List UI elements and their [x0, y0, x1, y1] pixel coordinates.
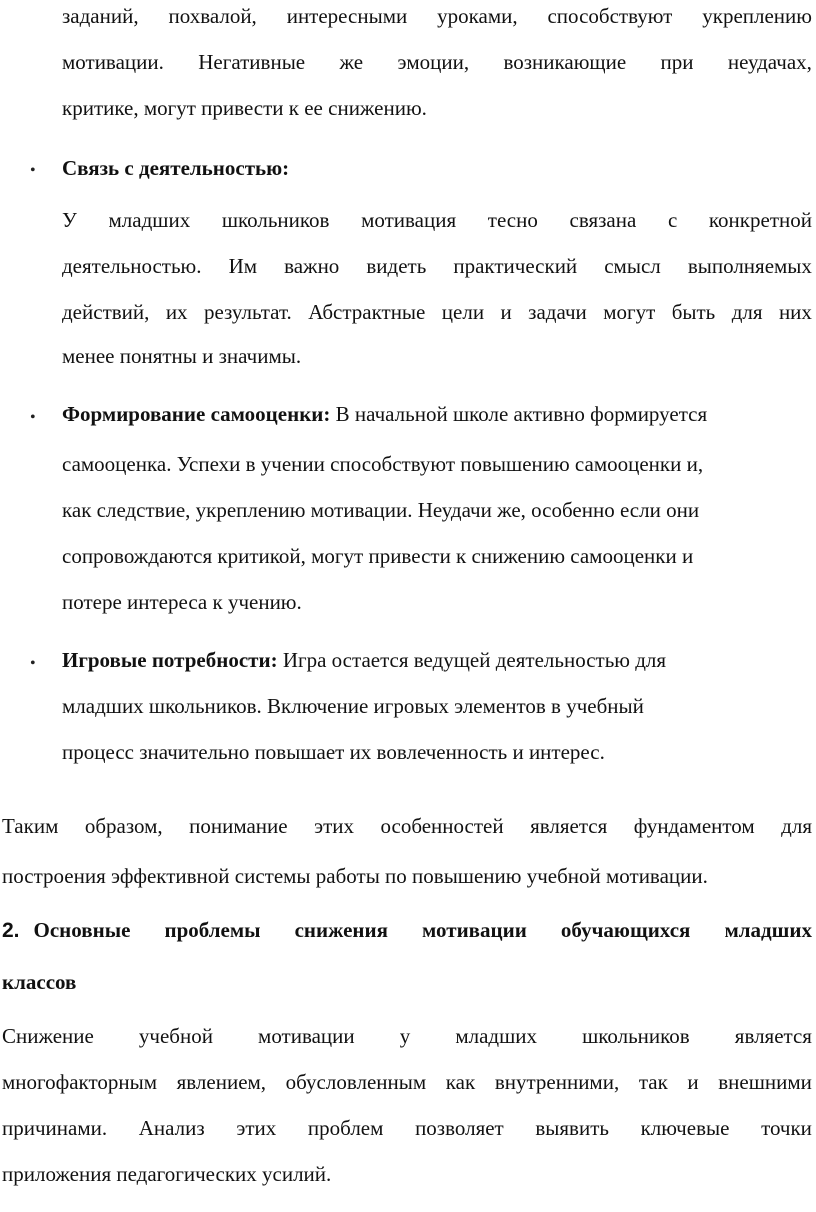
word: эмоции,: [397, 50, 470, 74]
word: возникающие: [503, 50, 627, 74]
word: Анализ: [138, 1116, 205, 1140]
word: младших: [724, 918, 812, 942]
word: способствуют: [547, 4, 673, 28]
word: фундаментом: [633, 814, 755, 838]
word: связана: [569, 208, 637, 232]
word: Снижение: [2, 1024, 94, 1048]
conclusion-line-1: [2, 816, 812, 837]
word: выполняемых: [687, 254, 812, 278]
bullet-title-text: Формирование самооценки:: [62, 402, 331, 426]
bullet-2-line-5: потере интереса к учению.: [62, 590, 302, 614]
word: как: [445, 1070, 476, 1094]
bullet-first-line-text: Игра остается ведущей деятельностью для: [277, 648, 667, 672]
word: для: [781, 814, 812, 838]
word: точки: [761, 1116, 812, 1140]
bullet-1-line-2: [62, 256, 812, 277]
word: учебной: [138, 1024, 213, 1048]
word: важно: [284, 254, 340, 278]
word: Им: [228, 254, 258, 278]
section2-line-4: приложения педагогических усилий.: [2, 1162, 332, 1186]
word: причинами.: [2, 1116, 108, 1140]
word: младших: [108, 208, 191, 232]
word: проблем: [307, 1116, 384, 1140]
word: и: [500, 300, 512, 324]
word: этих: [314, 814, 355, 838]
word: особенностей: [380, 814, 504, 838]
word: могут: [603, 300, 656, 324]
word: действий,: [62, 300, 150, 324]
word: деятельностью.: [62, 254, 202, 278]
word: с: [667, 208, 678, 232]
word: смысл: [604, 254, 661, 278]
section-heading-line-2: классов: [2, 970, 77, 994]
bullet-title-activity: [62, 158, 289, 179]
word: Абстрактные: [308, 300, 426, 324]
word: цели: [441, 300, 485, 324]
word: мотивации.: [62, 50, 164, 74]
bullet-1-line-1: [62, 210, 812, 231]
word: при: [660, 50, 694, 74]
word: результат.: [203, 300, 292, 324]
word: является: [734, 1024, 812, 1048]
word: внутренними,: [494, 1070, 620, 1094]
bullet-title-text: Связь с деятельностью:: [62, 156, 290, 180]
word: и: [687, 1070, 699, 1094]
word: тесно: [487, 208, 538, 232]
word: снижения: [294, 918, 388, 942]
word: так: [638, 1070, 668, 1094]
continuation-line-3: критике, могут привести к ее снижению.: [62, 96, 427, 120]
word: мотивации: [258, 1024, 355, 1048]
section-number: 2.: [2, 919, 20, 942]
word: же: [339, 50, 364, 74]
word: конкретной: [708, 208, 812, 232]
word: понимание: [189, 814, 288, 838]
word: неудачах,: [727, 50, 812, 74]
conclusion-line-2: построения эффективной системы работы по повышению учебной мотивации.: [2, 864, 708, 888]
word: школьников: [221, 208, 330, 232]
word: Основные: [33, 918, 131, 942]
bullet-title-text: Игровые потребности:: [62, 648, 278, 672]
word: ключевые: [640, 1116, 730, 1140]
bullet-first-line-text: В начальной школе активно формируется: [330, 402, 708, 426]
word: укреплению: [702, 4, 812, 28]
word: практический: [453, 254, 578, 278]
bullet-3-line-3: процесс значительно повышает их вовлеченность и интерес.: [62, 740, 605, 764]
bullet-1-line-3: [62, 302, 812, 323]
word: этих: [236, 1116, 277, 1140]
word: их: [165, 300, 188, 324]
word: для: [731, 300, 763, 324]
section2-line-1: [2, 1026, 812, 1047]
word: интересными: [286, 4, 408, 28]
bullet-3-line-2: младших школьников. Включение игровых элементов в учебный: [62, 694, 644, 718]
word: является: [530, 814, 608, 838]
word: обусловленным: [285, 1070, 427, 1094]
bullet-3-first-line: [62, 650, 666, 671]
word: быть: [671, 300, 716, 324]
word: у: [399, 1024, 411, 1048]
word: школьников: [582, 1024, 690, 1048]
section2-line-2: [2, 1072, 812, 1093]
word: видеть: [366, 254, 427, 278]
word: Таким: [2, 814, 59, 838]
section-title-words: [34, 920, 812, 941]
word: них: [778, 300, 812, 324]
continuation-line-2: [62, 52, 812, 73]
word: похвалой,: [168, 4, 257, 28]
section2-line-3: [2, 1118, 812, 1139]
bullet-2-line-2: самооценка. Успехи в учении способствуют повышению самооценки и,: [62, 452, 704, 476]
word: младших: [455, 1024, 537, 1048]
bullet-2-first-line: [62, 404, 707, 425]
bullet-2-line-3: как следствие, укреплению мотивации. Неудачи же, особенно если они: [62, 498, 700, 522]
word: задачи: [528, 300, 587, 324]
word: обучающихся: [560, 918, 691, 942]
section-heading-line-1: [2, 920, 812, 941]
word: уроками,: [437, 4, 518, 28]
continuation-line-1: [62, 6, 812, 27]
bullet-1-line-4: менее понятны и значимы.: [62, 344, 302, 368]
word: позволяет: [415, 1116, 504, 1140]
word: внешними: [718, 1070, 812, 1094]
word: Негативные: [198, 50, 306, 74]
word: У: [62, 208, 77, 232]
word: образом,: [84, 814, 163, 838]
word: мотивация: [361, 208, 457, 232]
bullet-marker: •: [30, 655, 36, 672]
word: проблемы: [164, 918, 261, 942]
bullet-2-line-4: сопровождаются критикой, могут привести к снижению самооценки и: [62, 544, 694, 568]
word: мотивации: [422, 918, 527, 942]
word: многофакторным: [2, 1070, 158, 1094]
word: явлением,: [176, 1070, 267, 1094]
bullet-marker: •: [30, 162, 36, 179]
word: выявить: [535, 1116, 609, 1140]
word: заданий,: [62, 4, 139, 28]
bullet-marker: •: [30, 409, 36, 426]
